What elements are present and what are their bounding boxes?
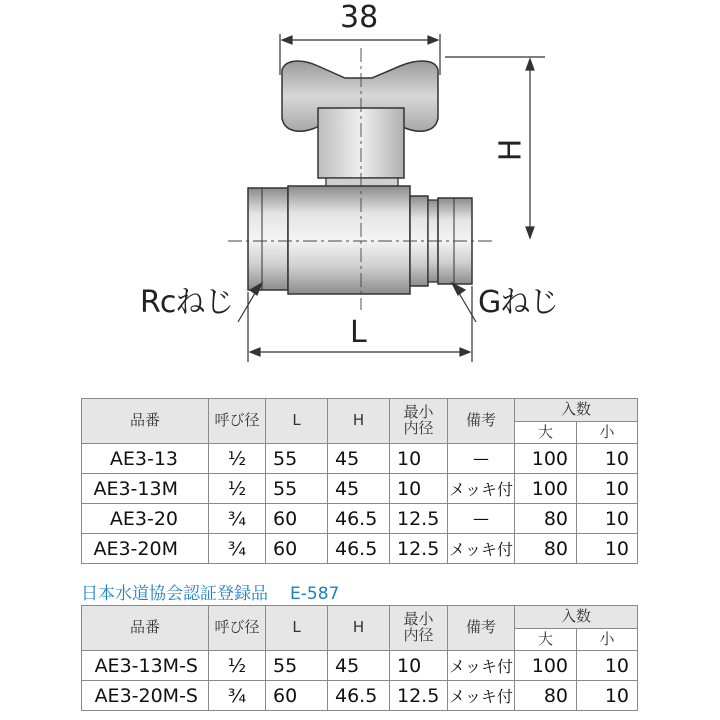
header-l: L xyxy=(266,606,328,651)
header-remarks: 備考 xyxy=(448,606,515,651)
cell-part: AE3-13 xyxy=(82,444,209,474)
header-h: H xyxy=(328,606,390,651)
header-qty-small: 小 xyxy=(577,629,638,651)
cell-nominal: ½ xyxy=(209,474,266,504)
spec-table-2 xyxy=(81,605,638,711)
cell-h: 46.5 xyxy=(328,681,390,711)
table-row xyxy=(82,651,638,681)
length-dimension-label: L xyxy=(350,315,367,350)
cell-h: 45 xyxy=(328,444,390,474)
table-row xyxy=(82,474,638,504)
cell-large: 80 xyxy=(515,681,577,711)
cell-nominal: ¾ xyxy=(209,681,266,711)
header-min-bore: 最小内径 xyxy=(390,606,448,651)
header-qty-large: 大 xyxy=(515,422,577,444)
cell-l: 55 xyxy=(266,444,328,474)
cell-part: AE3-13M xyxy=(82,474,209,504)
cell-l: 60 xyxy=(266,534,328,564)
cell-min-bore: 10 xyxy=(390,474,448,504)
header-min-bore: 最小内径 xyxy=(390,399,448,444)
cell-part: AE3-13M-S xyxy=(82,651,209,681)
cell-large: 100 xyxy=(515,474,577,504)
certification-code: E-587 xyxy=(290,584,340,604)
header-part: 品番 xyxy=(82,606,209,651)
header-remarks: 備考 xyxy=(448,399,515,444)
header-part: 品番 xyxy=(82,399,209,444)
cell-large: 100 xyxy=(515,651,577,681)
cell-min-bore: 12.5 xyxy=(390,681,448,711)
spec-table-1 xyxy=(81,398,638,564)
cell-part: AE3-20M-S xyxy=(82,681,209,711)
table-row xyxy=(82,681,638,711)
cell-remarks: メッキ付 xyxy=(448,474,515,504)
cell-large: 80 xyxy=(515,504,577,534)
header-l: L xyxy=(266,399,328,444)
header-nominal: 呼び径 xyxy=(209,399,266,444)
rc-thread-label: Rcねじ xyxy=(140,285,234,320)
table-row xyxy=(82,444,638,474)
cell-min-bore: 12.5 xyxy=(390,534,448,564)
cell-l: 60 xyxy=(266,504,328,534)
cell-nominal: ½ xyxy=(209,651,266,681)
cell-remarks: メッキ付 xyxy=(448,534,515,564)
cell-remarks: — xyxy=(448,444,515,474)
certification-note xyxy=(81,579,361,604)
cell-small: 10 xyxy=(577,681,638,711)
cell-min-bore: 10 xyxy=(390,444,448,474)
cell-l: 55 xyxy=(266,651,328,681)
cell-min-bore: 12.5 xyxy=(390,504,448,534)
cell-h: 45 xyxy=(328,651,390,681)
header-qty-small: 小 xyxy=(577,422,638,444)
cell-h: 46.5 xyxy=(328,534,390,564)
cell-nominal: ¾ xyxy=(209,504,266,534)
header-qty-large: 大 xyxy=(515,629,577,651)
cell-small: 10 xyxy=(577,474,638,504)
cell-remarks: メッキ付 xyxy=(448,681,515,711)
cell-remarks: — xyxy=(448,504,515,534)
table-row xyxy=(82,504,638,534)
cell-min-bore: 10 xyxy=(390,651,448,681)
cell-l: 55 xyxy=(266,474,328,504)
g-thread-label: Gねじ xyxy=(478,285,559,320)
header-qty: 入数 xyxy=(515,606,638,629)
cell-small: 10 xyxy=(577,504,638,534)
cell-h: 45 xyxy=(328,474,390,504)
width-dimension-label: 38 xyxy=(340,0,379,35)
cell-h: 46.5 xyxy=(328,504,390,534)
header-nominal: 呼び径 xyxy=(209,606,266,651)
cell-part: AE3-20 xyxy=(82,504,209,534)
header-h: H xyxy=(328,399,390,444)
valve-body xyxy=(248,186,472,294)
cell-part: AE3-20M xyxy=(82,534,209,564)
certification-label: 日本水道協会認証登録品 xyxy=(81,584,268,604)
cell-l: 60 xyxy=(266,681,328,711)
table-row xyxy=(82,534,638,564)
cell-nominal: ¾ xyxy=(209,534,266,564)
cell-large: 80 xyxy=(515,534,577,564)
height-dimension-label: H xyxy=(493,138,529,162)
cell-remarks: メッキ付 xyxy=(448,651,515,681)
cell-small: 10 xyxy=(577,444,638,474)
cell-large: 100 xyxy=(515,444,577,474)
cell-small: 10 xyxy=(577,651,638,681)
header-qty: 入数 xyxy=(515,399,638,422)
cell-small: 10 xyxy=(577,534,638,564)
cell-nominal: ½ xyxy=(209,444,266,474)
